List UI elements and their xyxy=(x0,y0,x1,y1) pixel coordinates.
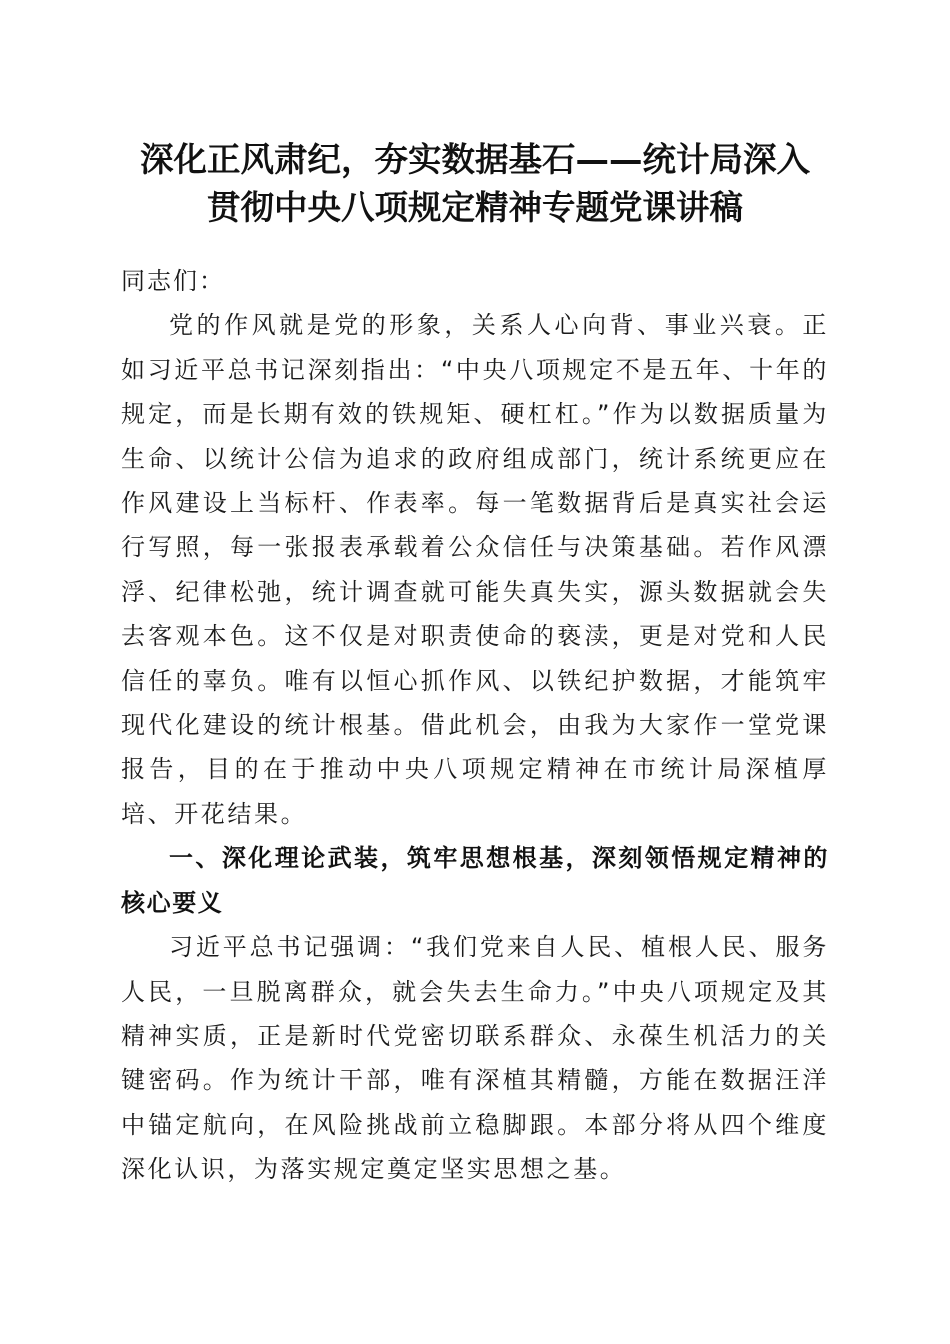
greeting: 同志们： xyxy=(121,267,225,295)
paragraph-section-1: 习近平总书记强调：“我们党来自人民、植根人民、服务人民，一旦脱离群众，就会失去生命力。”中央八项规定及其精神实质，正是新时代党密切联系群众、永葆生机活力的关键密码。作为统计干部，唯有深植其精髓，方能在数据汪洋中锚定航向，在风险挑战前立稳脚跟。本部分将从四个维度深化认识，为落实规定奠定坚实思想之基。 xyxy=(121,933,829,1184)
section-heading-1: 一、深化理论武装，筑牢思想根基，深刻领悟规定精神的核心要义 xyxy=(121,844,829,917)
document-title xyxy=(100,136,850,232)
title-line-2: 贯彻中央八项规定精神专题党课讲稿 xyxy=(207,188,743,227)
paragraph-intro: 党的作风就是党的形象，关系人心向背、事业兴衰。正如习近平总书记深刻指出：“中央八项规定不是五年、十年的规定，而是长期有效的铁规矩、硬杠杠。”作为以数据质量为生命、以统计公信为追求的政府组成部门，统计系统更应在作风建设上当标杆、作表率。每一笔数据背后是真实社会运行写照，每一张报表承载着公众信任与决策基础。若作风漂浮、纪律松弛，统计调查就可能失真失实，源头数据就会失去客观本色。这不仅是对职责使命的亵渎，更是对党和人民信任的辜负。唯有以恒心抓作风、以铁纪护数据，才能筑牢现代化建设的统计根基。借此机会，由我为大家作一堂党课报告，目的在于推动中央八项规定精神在市统计局深植厚培、开花结果。 xyxy=(121,311,829,828)
title-line-1: 深化正风肃纪，夯实数据基石——统计局深入 xyxy=(140,140,810,179)
document-body xyxy=(121,259,829,1192)
